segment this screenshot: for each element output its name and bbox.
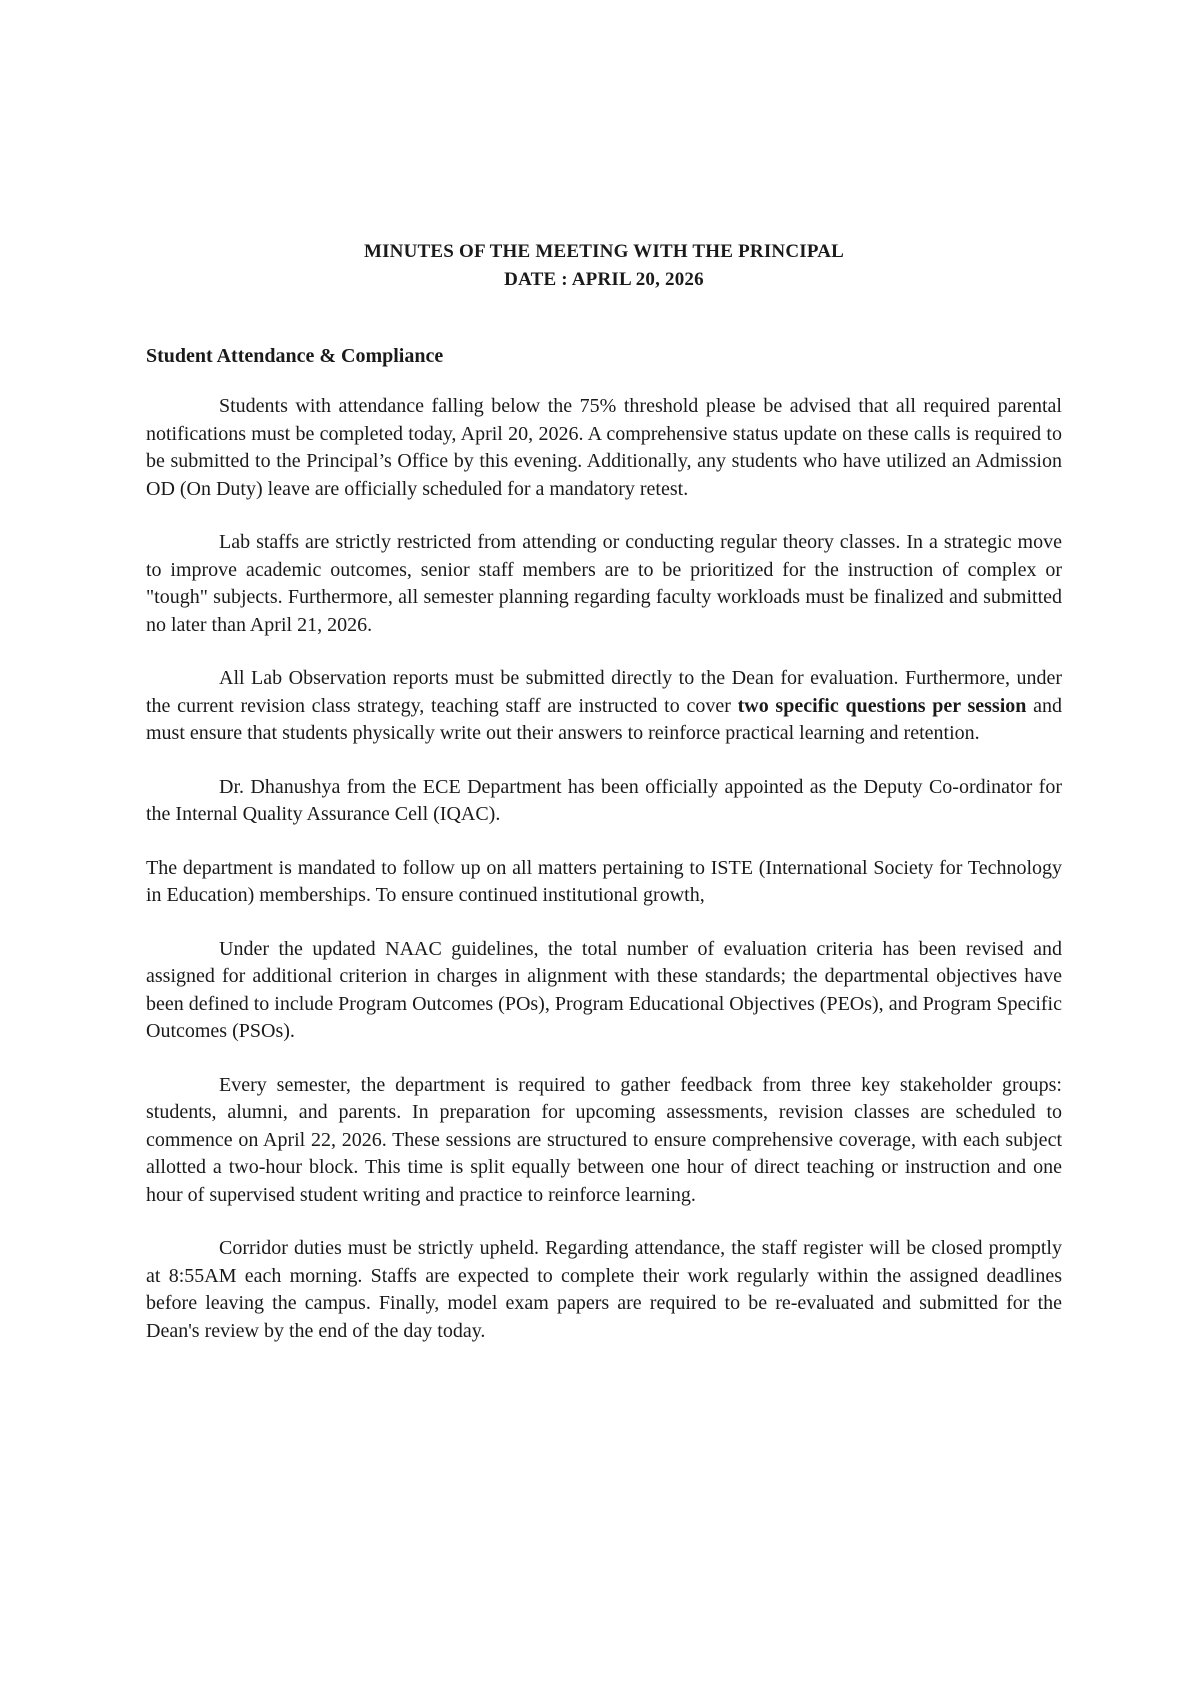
paragraph-lab-staffs: Lab staffs are strictly restricted from attending or conducting regular theory classes. In a strategic move to improve academic outcomes, senior staff members are to be prioritized for the instruction of complex or "tough" subjects. Furthermore, all semester planning regarding faculty workloads must be finalized and submitted no later than April 21, 2026. xyxy=(146,531,1062,636)
paragraph-corridor-duties: Corridor duties must be strictly upheld. Regarding attendance, the staff register will be closed promptly at 8:55AM each morning. Staffs are expected to complete their work regularly within the assigned deadlines before leaving the campus. Finally, model exam papers are required to be re-evaluated and submitted for the Dean's review by the end of the day today. xyxy=(146,1237,1062,1342)
paragraph-lab-observation-start: All Lab Observation reports must be submitted directly to the Dean for evaluation. Furthermore, under the current revision class strategy, teaching staff are instructed to cover xyxy=(146,667,1062,717)
paragraph-lab-observation-emphasis: two specific questions per session xyxy=(737,694,1027,717)
paragraph-lab-observation-end: and must ensure that students physically write out their answers to reinforce practical learning and retention. xyxy=(146,694,1062,744)
paragraph-naac-guidelines: Under the updated NAAC guidelines, the total number of evaluation criteria has been revised and assigned for additional criterion in charges in alignment with these standards; the departmental objectives have been defined to include Program Outcomes (POs), Program Educational Objectives (PEOs), and Program Specific Outcomes (PSOs). xyxy=(146,937,1062,1042)
paragraph-feedback-revision: Every semester, the department is required to gather feedback from three key stakeholder groups: students, alumni, and parents. In preparation for upcoming assessments, revision classes are scheduled to commence on April 22, 2026. These sessions are structured to ensure comprehensive coverage, with each subject allotted a two-hour block. This time is split equally between one hour of direct teaching or instruction and one hour of supervised student writing and practice to reinforce learning. xyxy=(146,1073,1062,1206)
document-title: MINUTES OF THE MEETING WITH THE PRINCIPAL xyxy=(363,241,845,262)
document-date: DATE : APRIL 20, 2026 xyxy=(504,269,704,290)
paragraph-iste-membership: The department is mandated to follow up on all matters pertaining to ISTE (International Society for Technology in Education) memberships. To ensure continued institutional growth, xyxy=(146,856,1062,906)
document-body xyxy=(146,238,1062,1345)
paragraph-lab-observation xyxy=(146,665,1062,748)
paragraph-iqac-appointment: Dr. Dhanushya from the ECE Department has been officially appointed as the Deputy Co-ordinator for the Internal Quality Assurance Cell (IQAC). xyxy=(146,775,1062,825)
paragraph-attendance: Students with attendance falling below the 75% threshold please be advised that all required parental notifications must be completed today, April 20, 2026. A comprehensive status update on these calls is required to be submitted to the Principal’s Office by this evening. Additionally, any students who have utilized an Admission OD (On Duty) leave are officially scheduled for a mandatory retest. xyxy=(146,395,1062,500)
section-heading: Student Attendance & Compliance xyxy=(146,345,444,367)
